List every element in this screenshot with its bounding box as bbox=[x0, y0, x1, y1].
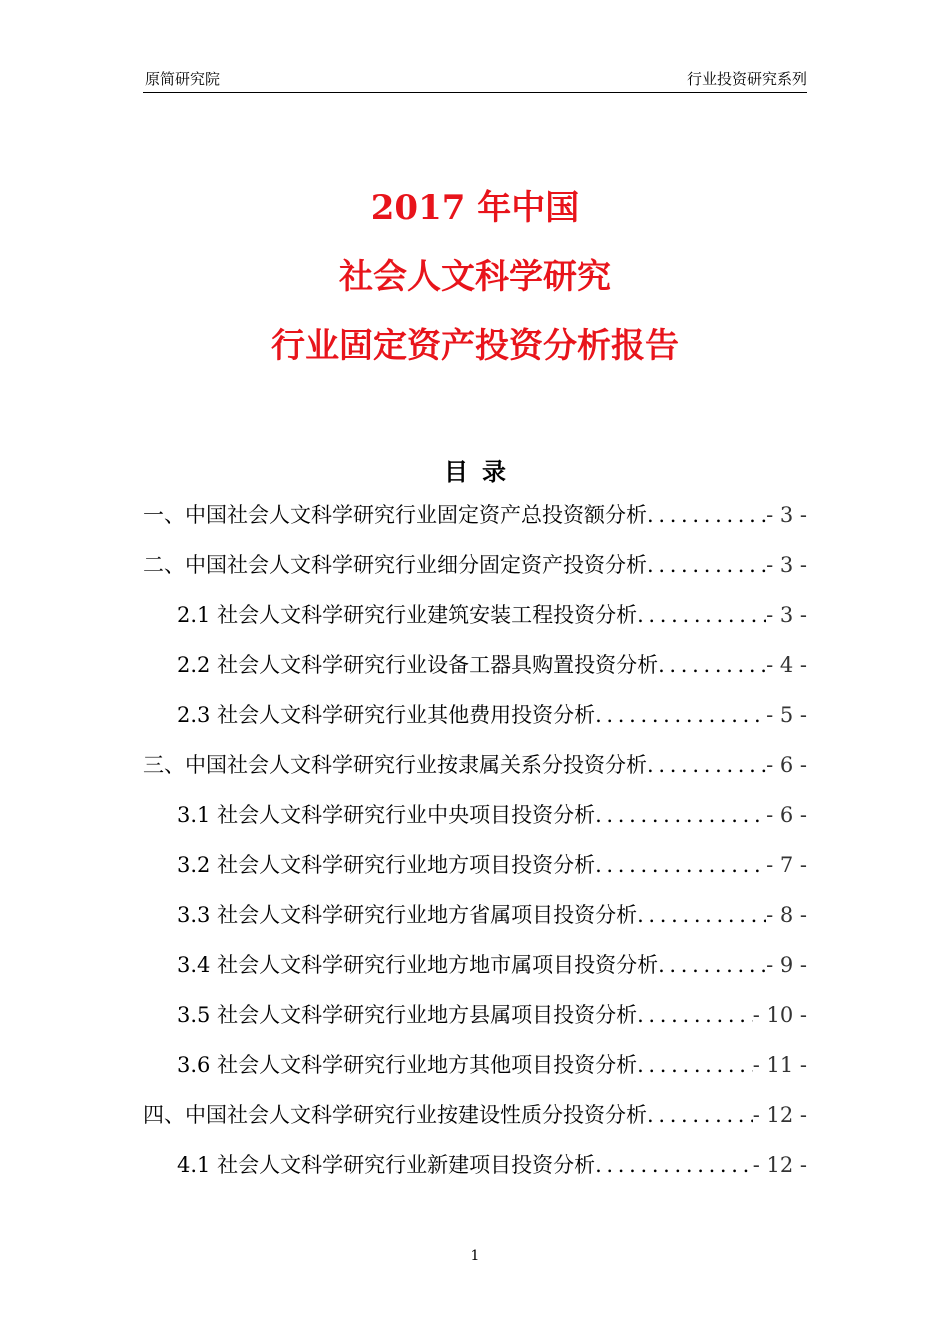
toc-entry-title: 一、中国社会人文科学研究行业固定资产总投资额分析 bbox=[143, 503, 647, 527]
toc-entry[interactable] bbox=[143, 1149, 807, 1199]
toc-entry[interactable] bbox=[143, 849, 807, 899]
toc-entry-title: 2.3 社会人文科学研究行业其他费用投资分析 bbox=[177, 703, 596, 727]
toc-entry-page: - 6 - bbox=[766, 803, 807, 827]
toc-entry-page: - 10 - bbox=[752, 1003, 807, 1027]
toc-leader-dots bbox=[658, 953, 766, 977]
toc-entry-title: 2.1 社会人文科学研究行业建筑安装工程投资分析 bbox=[177, 603, 638, 627]
toc-entry-page: - 5 - bbox=[766, 703, 807, 727]
toc-entry[interactable] bbox=[143, 599, 807, 649]
toc-leader-dots bbox=[658, 653, 766, 677]
toc-entry[interactable] bbox=[143, 649, 807, 699]
title-line-2: 社会人文科学研究 bbox=[339, 257, 611, 297]
toc-entry-title: 三、中国社会人文科学研究行业按隶属关系分投资分析 bbox=[143, 753, 647, 777]
toc-entry[interactable] bbox=[143, 549, 807, 599]
toc-leader-dots bbox=[595, 853, 766, 877]
toc-leader-dots bbox=[637, 1053, 753, 1077]
toc-leader-dots bbox=[647, 753, 766, 777]
toc-entry-title: 3.1 社会人文科学研究行业中央项目投资分析 bbox=[177, 803, 596, 827]
toc-entry[interactable] bbox=[143, 499, 807, 549]
toc-entry-title: 3.5 社会人文科学研究行业地方县属项目投资分析 bbox=[177, 1003, 638, 1027]
toc-entry-page: - 3 - bbox=[766, 553, 807, 577]
toc-entry-page: - 6 - bbox=[766, 753, 807, 777]
toc-leader-dots bbox=[595, 1153, 753, 1177]
toc-leader-dots bbox=[647, 503, 766, 527]
toc-entry-page: - 3 - bbox=[766, 503, 807, 527]
toc-leader-dots bbox=[647, 553, 766, 577]
page-number: 1 bbox=[470, 1248, 480, 1264]
toc-entry-title: 2.2 社会人文科学研究行业设备工器具购置投资分析 bbox=[177, 653, 659, 677]
toc-entry[interactable] bbox=[143, 1099, 807, 1149]
header-institute: 原简研究院 bbox=[145, 70, 221, 88]
toc-heading: 目录 bbox=[444, 457, 520, 486]
title-line-3: 行业固定资产投资分析报告 bbox=[271, 326, 679, 366]
table-of-contents bbox=[143, 499, 807, 1199]
toc-leader-dots bbox=[637, 603, 766, 627]
toc-entry-title: 4.1 社会人文科学研究行业新建项目投资分析 bbox=[177, 1153, 596, 1177]
page-header bbox=[143, 66, 807, 93]
toc-entry-page: - 11 - bbox=[752, 1053, 807, 1077]
toc-entry-title: 3.3 社会人文科学研究行业地方省属项目投资分析 bbox=[177, 903, 638, 927]
toc-leader-dots bbox=[637, 903, 766, 927]
report-title bbox=[0, 174, 950, 381]
toc-leader-dots bbox=[647, 1103, 753, 1127]
header-series: 行业投资研究系列 bbox=[686, 70, 807, 88]
title-line-1: 2017 年中国 bbox=[370, 188, 580, 228]
toc-entry[interactable] bbox=[143, 699, 807, 749]
toc-entry-page: - 8 - bbox=[766, 903, 807, 927]
toc-entry-title: 3.4 社会人文科学研究行业地方地市属项目投资分析 bbox=[177, 953, 659, 977]
toc-entry-page: - 3 - bbox=[766, 603, 807, 627]
toc-entry-title: 二、中国社会人文科学研究行业细分固定资产投资分析 bbox=[143, 553, 647, 577]
toc-entry-title: 3.2 社会人文科学研究行业地方项目投资分析 bbox=[177, 853, 596, 877]
toc-entry[interactable] bbox=[143, 899, 807, 949]
toc-entry-page: - 12 - bbox=[752, 1103, 807, 1127]
toc-entry-title: 3.6 社会人文科学研究行业地方其他项目投资分析 bbox=[177, 1053, 638, 1077]
toc-entry[interactable] bbox=[143, 799, 807, 849]
toc-leader-dots bbox=[637, 1003, 753, 1027]
toc-leader-dots bbox=[595, 803, 766, 827]
toc-entry-title: 四、中国社会人文科学研究行业按建设性质分投资分析 bbox=[143, 1103, 647, 1127]
toc-entry-page: - 7 - bbox=[766, 853, 807, 877]
toc-entry[interactable] bbox=[143, 949, 807, 999]
toc-entry[interactable] bbox=[143, 749, 807, 799]
toc-entry-page: - 12 - bbox=[752, 1153, 807, 1177]
toc-entry-page: - 4 - bbox=[766, 653, 807, 677]
toc-entry-page: - 9 - bbox=[766, 953, 807, 977]
toc-entry[interactable] bbox=[143, 1049, 807, 1099]
toc-leader-dots bbox=[595, 703, 766, 727]
toc-entry[interactable] bbox=[143, 999, 807, 1049]
